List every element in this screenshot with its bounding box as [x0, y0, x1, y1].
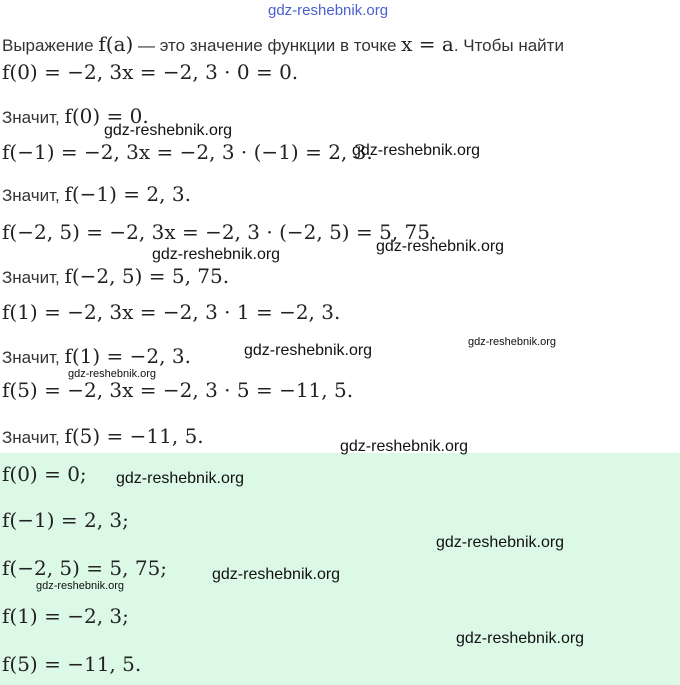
- answer-f-minus2-5: f(−2, 5) = 5, 75;: [2, 556, 168, 580]
- intro-math-fa: f(a): [98, 32, 134, 56]
- answer-f5: f(5) = −11, 5.: [2, 652, 142, 676]
- conclusion-label: Значит,: [2, 268, 65, 287]
- conclusion-label: Значит,: [2, 186, 65, 205]
- step-conclusion-f5: [2, 424, 204, 448]
- conclusion-result: f(0) = 0.: [64, 104, 149, 128]
- intro-paragraph: [2, 32, 564, 56]
- intro-text-1: Выражение: [2, 36, 99, 55]
- step-conclusion-f-minus1: [2, 182, 191, 206]
- step-calc-f1: f(1) = −2, 3x = −2, 3 · 1 = −2, 3.: [2, 300, 341, 324]
- conclusion-label: Значит,: [2, 348, 65, 367]
- answer-f-minus1: f(−1) = 2, 3;: [2, 508, 129, 532]
- intro-math-xa: x = a: [401, 32, 454, 56]
- answer-f1: f(1) = −2, 3;: [2, 604, 129, 628]
- site-watermark: gdz-reshebnik.org: [456, 630, 585, 647]
- step-calc-f5: f(5) = −2, 3x = −2, 3 · 5 = −11, 5.: [2, 378, 354, 402]
- site-watermark: gdz-reshebnik.org: [104, 122, 233, 139]
- conclusion-result: f(1) = −2, 3.: [64, 344, 191, 368]
- site-watermark: gdz-reshebnik.org: [340, 438, 469, 455]
- site-watermark: gdz-reshebnik.org: [436, 534, 565, 551]
- site-watermark: gdz-reshebnik.org: [376, 238, 505, 255]
- site-watermark: gdz-reshebnik.org: [116, 470, 245, 487]
- conclusion-result: f(5) = −11, 5.: [64, 424, 204, 448]
- step-conclusion-f1: [2, 344, 191, 368]
- site-watermark-header: gdz-reshebnik.org: [268, 2, 389, 19]
- conclusion-result: f(−2, 5) = 5, 75.: [64, 264, 230, 288]
- intro-text-3: . Чтобы найти: [453, 36, 564, 55]
- site-watermark: gdz-reshebnik.org: [468, 336, 557, 348]
- step-calc-f-minus2-5: f(−2, 5) = −2, 3x = −2, 3 · (−2, 5) = 5, 75.: [2, 220, 437, 244]
- answer-f0: f(0) = 0;: [2, 462, 87, 486]
- site-watermark: gdz-reshebnik.org: [244, 342, 373, 359]
- step-conclusion-f-minus2-5: [2, 264, 229, 288]
- site-watermark: gdz-reshebnik.org: [68, 368, 157, 380]
- intro-text-2: — это значение функции в точке: [133, 36, 402, 55]
- step-calc-f0: f(0) = −2, 3x = −2, 3 · 0 = 0.: [2, 60, 299, 84]
- conclusion-label: Значит,: [2, 428, 65, 447]
- site-watermark: gdz-reshebnik.org: [352, 142, 481, 159]
- conclusion-result: f(−1) = 2, 3.: [64, 182, 191, 206]
- site-watermark: gdz-reshebnik.org: [152, 246, 281, 263]
- site-watermark: gdz-reshebnik.org: [212, 566, 341, 583]
- step-calc-f-minus1: f(−1) = −2, 3x = −2, 3 · (−1) = 2, 3.: [2, 140, 373, 164]
- site-watermark: gdz-reshebnik.org: [36, 580, 125, 592]
- conclusion-label: Значит,: [2, 108, 65, 127]
